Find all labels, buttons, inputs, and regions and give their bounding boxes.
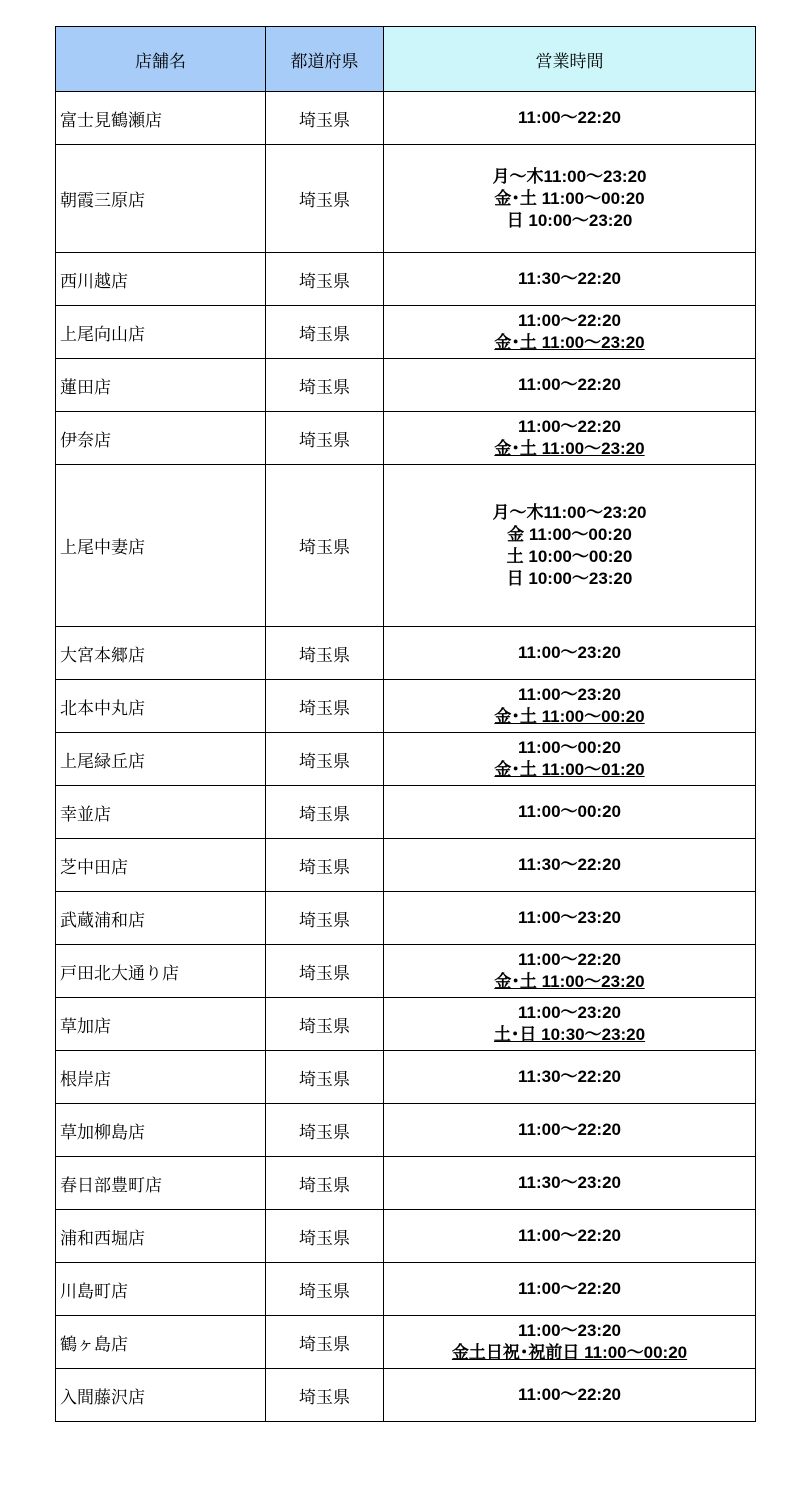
store-name-cell: 戸田北大通り店 xyxy=(56,945,266,998)
prefecture-cell: 埼玉県 xyxy=(266,892,384,945)
table-row xyxy=(56,1051,756,1104)
prefecture-cell: 埼玉県 xyxy=(266,412,384,465)
business-hours-cell xyxy=(384,680,756,733)
hours-line: 月〜木11:00〜23:20 xyxy=(492,166,647,186)
business-hours-cell xyxy=(384,1369,756,1422)
prefecture-cell: 埼玉県 xyxy=(266,1104,384,1157)
prefecture-cell: 埼玉県 xyxy=(266,680,384,733)
prefecture-cell: 埼玉県 xyxy=(266,465,384,627)
prefecture-cell: 埼玉県 xyxy=(266,998,384,1051)
hours-line: 日 10:00〜23:20 xyxy=(506,568,633,588)
store-name-cell: 大宮本郷店 xyxy=(56,627,266,680)
hours-line: 11:30〜23:20 xyxy=(517,1173,622,1192)
hours-line: 11:00〜23:20 xyxy=(517,1321,622,1340)
prefecture-cell: 埼玉県 xyxy=(266,359,384,412)
business-hours-cell xyxy=(384,733,756,786)
hours-line: 11:00〜23:20 xyxy=(517,908,622,927)
table-body xyxy=(56,92,756,1422)
store-name-cell: 草加店 xyxy=(56,998,266,1051)
table-row xyxy=(56,945,756,998)
store-name-cell: 蓮田店 xyxy=(56,359,266,412)
business-hours-cell xyxy=(384,306,756,359)
prefecture-cell: 埼玉県 xyxy=(266,306,384,359)
hours-line: 11:30〜22:20 xyxy=(517,1067,622,1086)
hours-line: 11:00〜22:20 xyxy=(517,108,622,127)
business-hours-cell xyxy=(384,465,756,627)
prefecture-cell: 埼玉県 xyxy=(266,627,384,680)
store-name-cell: 上尾向山店 xyxy=(56,306,266,359)
hours-line: 金･土 11:00〜01:20 xyxy=(494,760,645,779)
table-row xyxy=(56,1369,756,1422)
hours-line: 土･日 10:30〜23:20 xyxy=(493,1025,646,1044)
hours-line: 11:00〜22:20 xyxy=(517,311,622,330)
store-name-cell: 伊奈店 xyxy=(56,412,266,465)
hours-line: 金･土 11:00〜23:20 xyxy=(494,333,645,352)
business-hours-cell xyxy=(384,359,756,412)
table-row xyxy=(56,998,756,1051)
prefecture-cell: 埼玉県 xyxy=(266,786,384,839)
store-name-cell: 北本中丸店 xyxy=(56,680,266,733)
hours-line: 金･土 11:00〜00:20 xyxy=(494,707,645,726)
hours-line: 11:00〜22:20 xyxy=(517,1120,622,1139)
store-name-cell: 芝中田店 xyxy=(56,839,266,892)
hours-line: 金･土 11:00〜00:20 xyxy=(494,188,645,208)
store-name-cell: 武蔵浦和店 xyxy=(56,892,266,945)
business-hours-cell xyxy=(384,839,756,892)
prefecture-cell: 埼玉県 xyxy=(266,1051,384,1104)
hours-line: 11:00〜22:20 xyxy=(517,375,622,394)
store-name-cell: 入間藤沢店 xyxy=(56,1369,266,1422)
hours-line: 11:00〜22:20 xyxy=(517,1385,622,1404)
business-hours-cell xyxy=(384,1157,756,1210)
table-row xyxy=(56,680,756,733)
store-name-cell: 浦和西堀店 xyxy=(56,1210,266,1263)
store-name-cell: 鶴ヶ島店 xyxy=(56,1316,266,1369)
table-row xyxy=(56,1316,756,1369)
prefecture-cell: 埼玉県 xyxy=(266,945,384,998)
hours-line: 金土日祝･祝前日 11:00〜00:20 xyxy=(451,1343,688,1362)
store-name-cell: 川島町店 xyxy=(56,1263,266,1316)
business-hours-cell xyxy=(384,1210,756,1263)
business-hours-cell xyxy=(384,945,756,998)
hours-line: 11:00〜22:20 xyxy=(517,1279,622,1298)
table-row xyxy=(56,145,756,253)
prefecture-cell: 埼玉県 xyxy=(266,145,384,253)
table-row xyxy=(56,306,756,359)
hours-line: 11:00〜23:20 xyxy=(517,643,622,662)
table-row xyxy=(56,92,756,145)
table-row xyxy=(56,1210,756,1263)
table-header-row xyxy=(56,27,756,92)
business-hours-cell xyxy=(384,1051,756,1104)
store-hours-table xyxy=(55,26,756,1422)
table-row xyxy=(56,1157,756,1210)
business-hours-cell xyxy=(384,253,756,306)
hours-line: 土 10:00〜00:20 xyxy=(506,546,633,566)
prefecture-cell: 埼玉県 xyxy=(266,839,384,892)
table-row xyxy=(56,1104,756,1157)
business-hours-cell xyxy=(384,892,756,945)
business-hours-cell xyxy=(384,145,756,253)
table-row xyxy=(56,359,756,412)
hours-line: 11:00〜22:20 xyxy=(517,417,622,436)
store-name-cell: 上尾中妻店 xyxy=(56,465,266,627)
prefecture-cell: 埼玉県 xyxy=(266,1157,384,1210)
business-hours-cell xyxy=(384,786,756,839)
hours-line: 11:00〜00:20 xyxy=(517,802,622,821)
hours-line: 11:00〜22:20 xyxy=(517,950,622,969)
hours-line: 11:00〜00:20 xyxy=(517,738,622,757)
hours-line: 金 11:00〜00:20 xyxy=(507,524,632,544)
table-row xyxy=(56,786,756,839)
prefecture-cell: 埼玉県 xyxy=(266,1263,384,1316)
prefecture-cell: 埼玉県 xyxy=(266,1210,384,1263)
business-hours-cell xyxy=(384,998,756,1051)
prefecture-cell: 埼玉県 xyxy=(266,92,384,145)
table-row xyxy=(56,412,756,465)
hours-line: 月〜木11:00〜23:20 xyxy=(492,502,647,522)
store-name-cell: 根岸店 xyxy=(56,1051,266,1104)
table-row xyxy=(56,253,756,306)
header-prefecture: 都道府県 xyxy=(266,27,384,92)
prefecture-cell: 埼玉県 xyxy=(266,1369,384,1422)
table-row xyxy=(56,627,756,680)
hours-line: 11:30〜22:20 xyxy=(517,269,622,288)
store-name-cell: 朝霞三原店 xyxy=(56,145,266,253)
store-name-cell: 富士見鶴瀬店 xyxy=(56,92,266,145)
store-name-cell: 幸並店 xyxy=(56,786,266,839)
business-hours-cell xyxy=(384,1263,756,1316)
hours-line: 金･土 11:00〜23:20 xyxy=(494,439,645,458)
store-name-cell: 草加柳島店 xyxy=(56,1104,266,1157)
hours-line: 11:30〜22:20 xyxy=(517,855,622,874)
table-row xyxy=(56,839,756,892)
store-name-cell: 春日部豊町店 xyxy=(56,1157,266,1210)
table-row xyxy=(56,465,756,627)
prefecture-cell: 埼玉県 xyxy=(266,733,384,786)
business-hours-cell xyxy=(384,412,756,465)
prefecture-cell: 埼玉県 xyxy=(266,1316,384,1369)
business-hours-cell xyxy=(384,1104,756,1157)
business-hours-cell xyxy=(384,627,756,680)
table-row xyxy=(56,1263,756,1316)
header-business-hours: 営業時間 xyxy=(384,27,756,92)
store-name-cell: 西川越店 xyxy=(56,253,266,306)
hours-line: 金･土 11:00〜23:20 xyxy=(494,972,645,991)
table-row xyxy=(56,892,756,945)
business-hours-cell xyxy=(384,1316,756,1369)
hours-line: 11:00〜23:20 xyxy=(517,685,622,704)
hours-line: 11:00〜22:20 xyxy=(517,1226,622,1245)
hours-line: 11:00〜23:20 xyxy=(517,1003,622,1022)
hours-line: 日 10:00〜23:20 xyxy=(506,210,633,230)
table-row xyxy=(56,733,756,786)
prefecture-cell: 埼玉県 xyxy=(266,253,384,306)
store-name-cell: 上尾緑丘店 xyxy=(56,733,266,786)
business-hours-cell xyxy=(384,92,756,145)
header-store-name: 店舗名 xyxy=(56,27,266,92)
